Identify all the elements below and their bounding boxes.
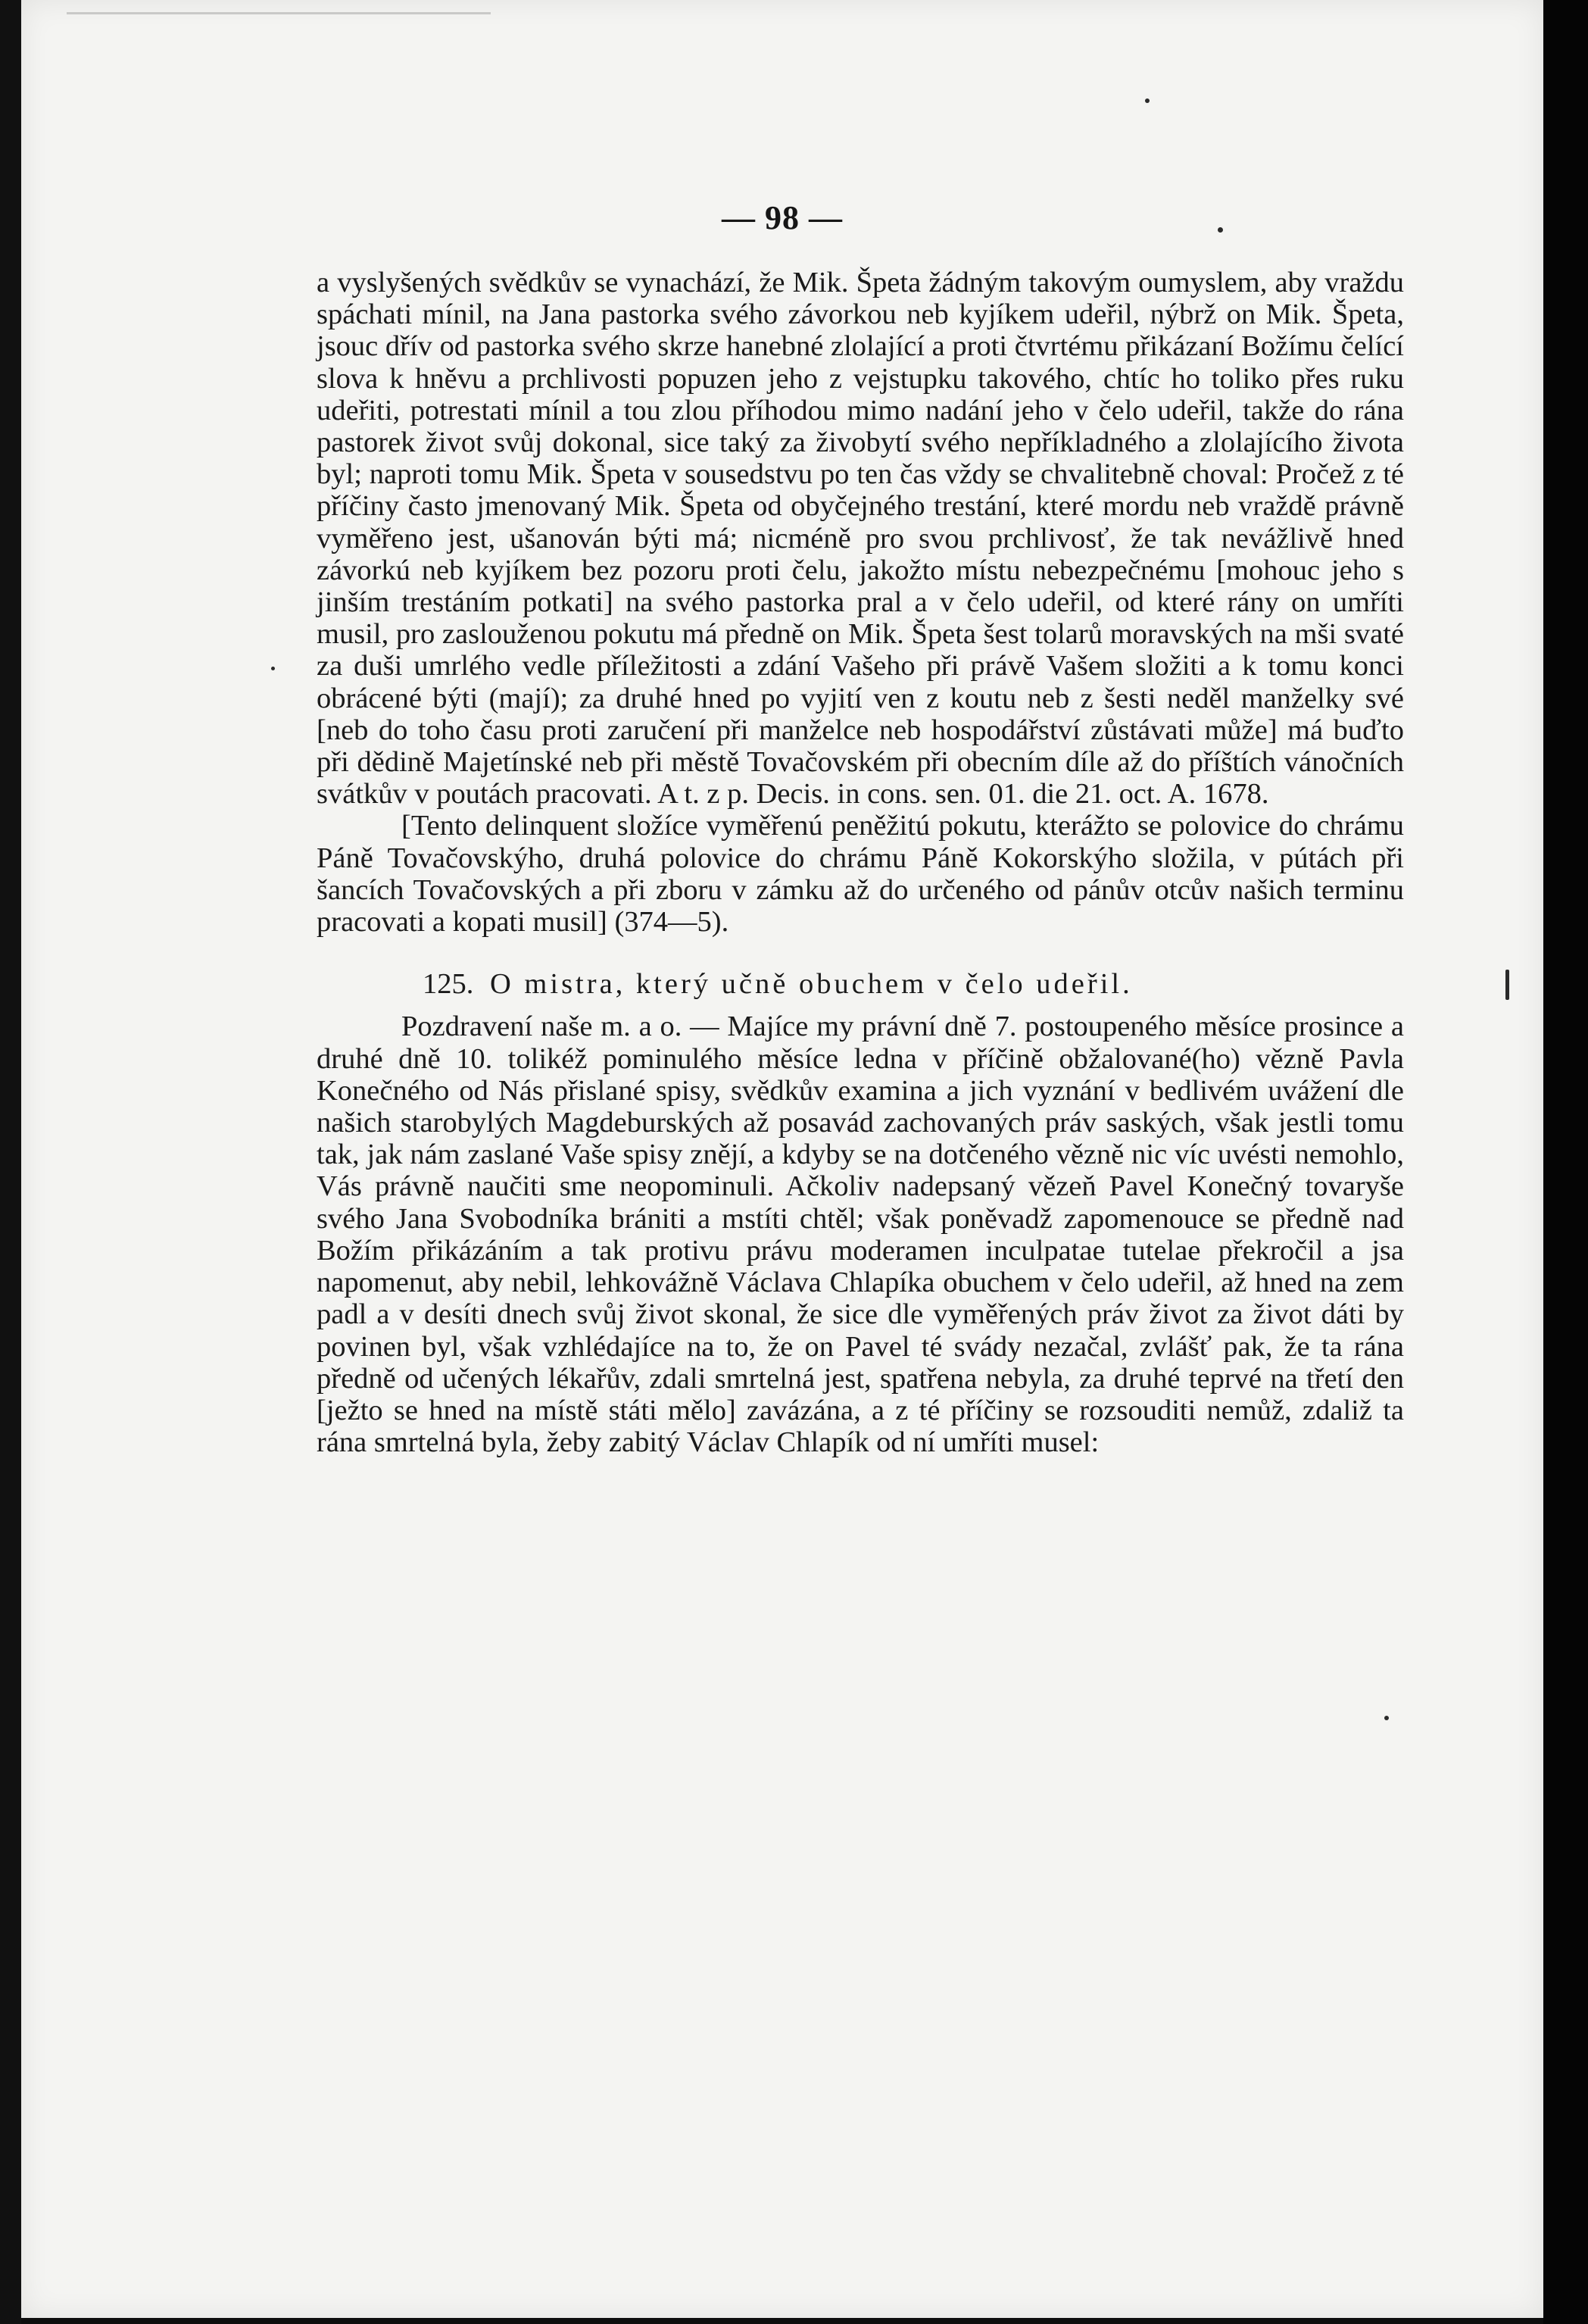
scan-speck xyxy=(1145,98,1150,103)
scan-speck xyxy=(271,667,275,670)
body-text xyxy=(317,267,1404,1458)
page-number: — 98 — xyxy=(722,199,843,236)
section-title: O mistra, který učně obuchem v čelo udeřil. xyxy=(490,968,1133,1001)
paragraph-note: [Tento delinquent složíce vyměřenú peněžitú pokutu, kterážto se polovice do chrámu Páně Tovačovskýho, druhá polovice do chrámu Páně Kokorskýho složila, v pútách při šancích Tovačovských a při zboru v zámku až do určeného od pánův otcův našich terminu pracovati a kopati musil] (374—5). xyxy=(317,810,1404,939)
scan-border-right xyxy=(1543,0,1588,2324)
section-heading xyxy=(317,968,1404,1000)
scan-speck xyxy=(1384,1716,1389,1720)
scan-speck xyxy=(1505,970,1509,1000)
scanned-page xyxy=(21,0,1543,2318)
section-number: 125. xyxy=(423,968,474,1001)
paragraph-letter: Pozdravení naše m. a o. — Majíce my právní dně 7. postoupeného měsíce prosince a druhé dně 10. tolikéž pominulého měsíce ledna v příčině obžalované(ho) vězně Pavla Konečného od Nás přislané spisy, svědkův examina a jich vyznání v bedlivém uvážení dle našich starobylých Magdeburských až posavád zachovaných práv saských, však jestli tomu tak, jak nám zaslané Vaše spisy znějí, a kdyby se na dotčeného vězně nic víc uvésti nemohlo, Vás právně naučiti sme neopominuli. Ačkoliv nadepsaný vězeň Pavel Konečný tovaryše svého Jana Svobodníka brániti a mstíti chtěl; však poněvadž zapomenouce se předně nad Božím přikázáním a tak protivu právu moderamen inculpatae tutelae překročil a jsa napomenut, aby nebil, lehkovážně Václava Chlapíka obuchem v čelo udeřil, až hned na zem padl a v desíti dnech svůj život skonal, že sice dle vyměřených práv život za život dáti by povinen byl, však vzhlédajíce na to, že on Pavel té svády nezačal, zvlášť pak, že ta rána předně od učených lékařův, zdali smrtelná jest, spatřena nebyla, za druhé teprvé na třetí den [ježto se hned na místě státi mělo] zavázána, a z té příčiny se rozsouditi nemůž, zdaliž ta rána smrtelná byla, žeby zabitý Václav Chlapík od ní umříti musel: xyxy=(317,1011,1404,1459)
scan-artifact-line xyxy=(67,12,491,14)
paragraph-continuation: a vyslyšených svědkův se vynachází, že Mik. Špeta žádným takovým oumyslem, aby vraždu spáchati mínil, na Jana pastorka svého závorkou neb kyjíkem udeřil, nýbrž on Mik. Špeta, jsouc dřív od pastorka svého skrze hanebné zlolající a proti čtvrtému přikázaní Božímu čelící slova k hněvu a prchlivosti popuzen jeho z vejstupku takového, chtíc ho toliko přes ruku udeřiti, potrestati mínil a tou zlou příhodou mimo nadání jeho v čelo udeřil, takže do rána pastorek život svůj dokonal, sice taký za živobytí svého nepříkladného a zlolajícího života byl; naproti tomu Mik. Špeta v sousedstvu po ten čas vždy se chvalitebně choval: Pročež z té příčiny často jmenovaný Mik. Špeta od obyčejného trestání, které mordu neb vraždě právně vyměřeno jest, ušanován býti má; nicméně pro svou prchlivosť, že tak nevážlivě hned závorkú neb kyjíkem bez pozoru proti čelu, jakožto místu nebezpečnému [mohouc jeho s jinším trestáním potkati] na svého pastorka pral a v čelo udeřil, od které rány on umříti musil, pro zaslouženou pokutu má předně on Mik. Špeta šest tolarů moravských na mši svaté za duši umrlého vedle příležitosti a zdání Vašeho při právě Vašem složiti a k tomu konci obrácené býti (mají); za druhé hned po vyjití ven z koutu neb z šesti neděl manželky své [neb do toho času proti zaručení při manželce neb hospodářství zůstávati může] má buďto při dědině Majetínské neb při městě Tovačovském při obecním díle až do příštích vánočních svátkův v poutách pracovati. A t. z p. Decis. in cons. sen. 01. die 21. oct. A. 1678. xyxy=(317,267,1404,811)
scan-border-left xyxy=(0,0,21,2324)
